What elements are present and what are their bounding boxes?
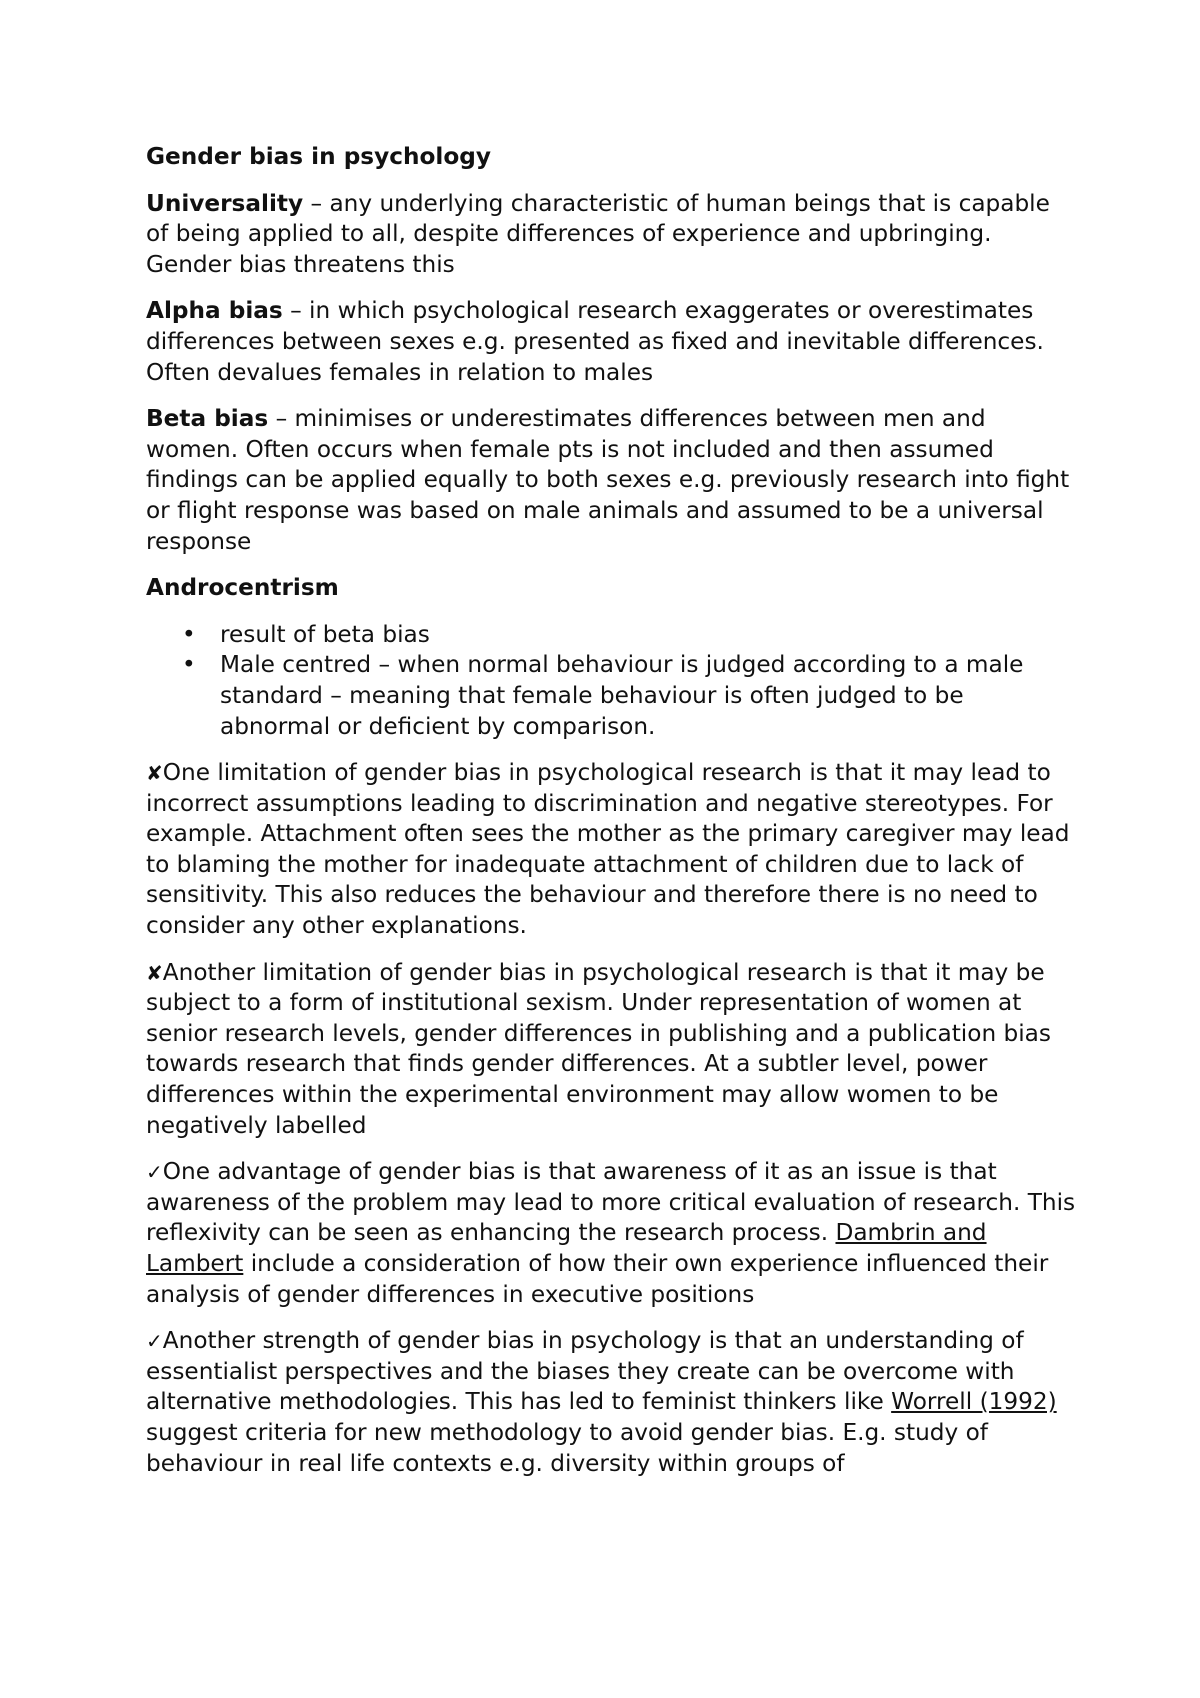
androcentrism-heading: Androcentrism <box>146 574 339 602</box>
limitation-text-2: Another limitation of gender bias in psychological research is that it may be subject to a form of institutional sexism. Under representation of women at senior research levels, gender differences in publishing and a publication bias towards research that finds gender differences. At a subtler level, power differences within the experimental environment may allow women to be negatively labelled <box>146 958 1051 1139</box>
cross-icon: ✘ <box>146 761 163 786</box>
strength-text-1b: include a consideration of how their own experience influenced their analysis of gender differences in executive positions <box>146 1250 1049 1308</box>
strength-paragraph-2 <box>146 1326 1076 1479</box>
alpha-bias-paragraph <box>146 296 1076 388</box>
strength-text-2b: suggest criteria for new methodology to avoid gender bias. E.g. study of behaviour in real life contexts e.g. diversity within groups of <box>146 1418 988 1477</box>
limitation-paragraph-2 <box>146 958 1076 1142</box>
checkmark-icon: ✓ <box>146 1329 163 1354</box>
limitation-text-1: One limitation of gender bias in psychological research is that it may lead to incorrect assumptions leading to discrimination and negative stereotypes. For example. Attachment often sees the mother as the primary caregiver may lead to blaming the mother for inadequate attachment of children due to lack of sensitivity. This also reduces the behaviour and therefore there is no need to consider any other explanations. <box>146 759 1070 940</box>
alpha-bias-definition: – in which psychological research exaggerates or overestimates differences between sexes e.g. presented as fixed and inevitable differences. Often devalues females in relation to males <box>146 297 1044 386</box>
citation-link: Worrell (1992) <box>891 1388 1057 1416</box>
list-item-text: result of beta bias <box>220 620 430 648</box>
beta-bias-term: Beta bias <box>146 405 269 433</box>
list-item <box>182 650 1076 742</box>
strength-text-1a: One advantage of gender bias is that awareness of it as an issue is that awareness of the problem may lead to more critical evaluation of research. This reflexivity can be seen as enhancing the research process. <box>146 1158 1076 1247</box>
citation-link: Dambrin and Lambert <box>146 1219 987 1277</box>
list-item-text: Male centred – when normal behaviour is judged according to a male standard – meaning that female behaviour is often judged to be abnormal or deficient by comparison. <box>220 651 1024 740</box>
beta-bias-paragraph <box>146 404 1076 557</box>
bullet-icon: • <box>182 651 196 679</box>
cross-icon: ✘ <box>146 960 163 985</box>
limitation-paragraph-1 <box>146 758 1076 942</box>
bullet-icon: • <box>182 620 196 648</box>
alpha-bias-term: Alpha bias <box>146 297 283 325</box>
universality-paragraph <box>146 189 1076 281</box>
document-body <box>146 142 1076 1495</box>
checkmark-icon: ✓ <box>146 1160 163 1185</box>
beta-bias-definition: – minimises or underestimates differences between men and women. Often occurs when female pts is not included and then assumed findings can be applied equally to both sexes e.g. previously research into fight or flight response was based on male animals and assumed to be a universal response <box>146 405 1070 555</box>
universality-term: Universality <box>146 189 304 217</box>
androcentrism-list <box>146 620 1076 742</box>
list-item <box>182 620 1076 651</box>
strength-paragraph-1 <box>146 1157 1076 1310</box>
strength-text-2a: Another strength of gender bias in psychology is that an understanding of essentialist perspectives and the biases they create can be overcome with alternative methodologies. This has led to feminist thinkers like <box>146 1327 1024 1416</box>
universality-definition: – any underlying characteristic of human beings that is capable of being applied to all, despite differences of experience and upbringing. Gender bias threatens this <box>146 189 1050 278</box>
document-title: Gender bias in psychology <box>146 143 491 170</box>
